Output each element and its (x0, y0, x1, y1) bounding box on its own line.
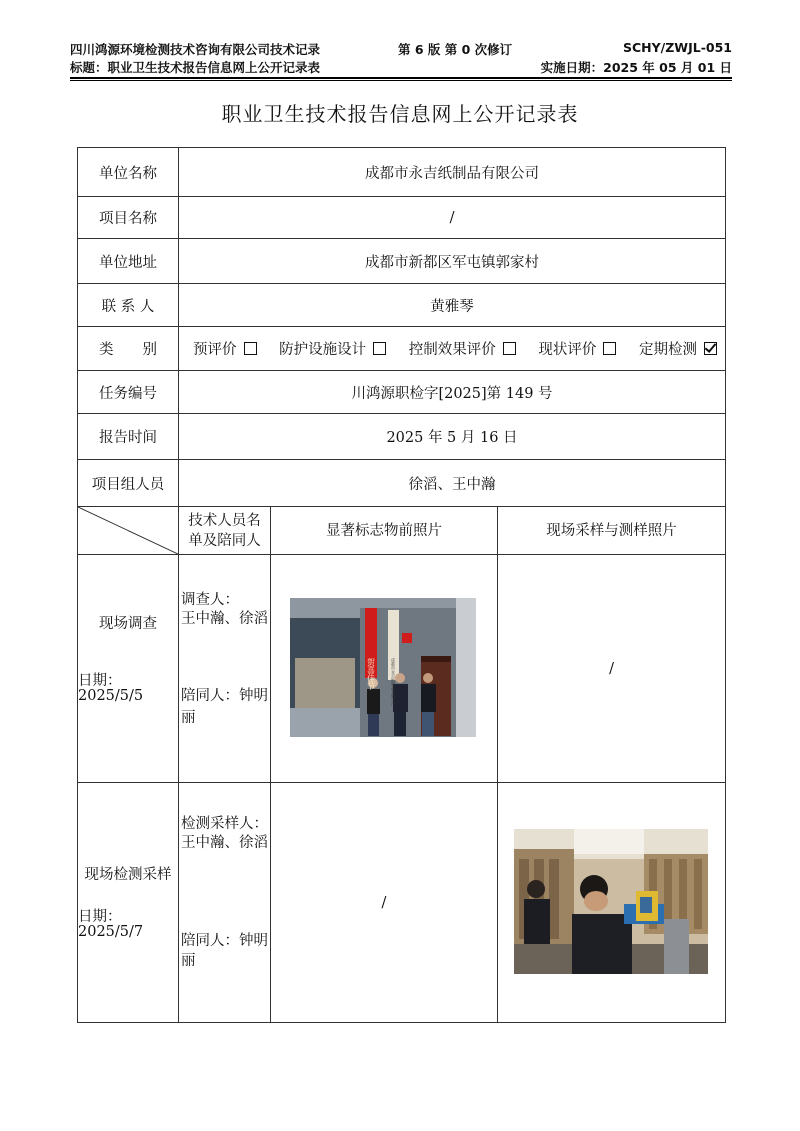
record-header (70, 40, 732, 58)
category-option-control-effect[interactable]: 控制效果评价 (403, 342, 516, 358)
doc-code: SCHY/ZWJL-051 (622, 40, 732, 55)
date-value: 2025/5/5 (78, 688, 144, 704)
unit-address-value: 成都市新都区军屯镇郭家村 (179, 239, 726, 284)
row-field-survey (78, 555, 726, 783)
category-label: 类 别 (78, 327, 179, 371)
row-unit-name (78, 148, 726, 197)
field-survey-staff (179, 555, 271, 783)
field-sampling-cell (78, 783, 179, 1023)
header-rule (70, 77, 732, 79)
checkbox-icon[interactable] (373, 342, 386, 355)
category-option-periodic-inspection[interactable]: 定期检测 (633, 342, 717, 358)
diagonal-line (78, 507, 178, 554)
companion-label: 陪同人：钟明 (181, 688, 268, 704)
row-column-headers (78, 507, 726, 555)
landmark-photo (290, 598, 476, 737)
category-options (179, 327, 726, 371)
staff-role: 调查人： (181, 592, 239, 608)
category-option-protection-design[interactable]: 防护设施设计 (273, 342, 386, 358)
row-project-name (78, 197, 726, 239)
phase-name: 现场调查 (99, 616, 157, 632)
sampling-photo-header: 现场采样与测样照片 (498, 507, 726, 555)
contact-label: 联 系 人 (78, 284, 179, 327)
row-task-no (78, 371, 726, 414)
banner-left-text: 贺喜佳节 (366, 658, 376, 690)
field-survey-sampling-cell: / (498, 555, 726, 783)
companion-tail: 丽 (181, 710, 196, 726)
staff-names: 王中瀚、徐滔 (181, 835, 268, 851)
sampling-photo-image (514, 829, 708, 974)
field-sampling-staff (179, 783, 271, 1023)
staff-names: 王中瀚、徐滔 (181, 611, 268, 627)
checkbox-icon[interactable] (603, 342, 616, 355)
companion-tail: 丽 (181, 953, 196, 969)
row-category (78, 327, 726, 371)
field-survey-cell (78, 555, 179, 783)
row-report-time (78, 414, 726, 460)
header-rule-thin (70, 80, 732, 81)
task-no-label: 任务编号 (78, 371, 179, 414)
staff-column-header (179, 507, 271, 555)
version-label: 第 6 版 第 0 次修订 (398, 42, 513, 57)
date-label: 日期： (78, 673, 122, 689)
record-table (77, 147, 726, 1023)
date-value: 2025/5/7 (78, 924, 144, 940)
field-sampling-landmark-cell: / (271, 783, 498, 1023)
landmark-photo-header: 显著标志物前照片 (271, 507, 498, 555)
sampling-photo (514, 829, 708, 974)
title-line: 标题：职业卫生技术报告信息网上公开记录表 (70, 60, 321, 75)
team-label: 项目组人员 (78, 460, 179, 507)
companion-label: 陪同人：钟明 (181, 933, 268, 949)
category-option-pre-evaluation[interactable]: 预评价 (187, 342, 257, 358)
field-survey-landmark-photo-cell (271, 555, 498, 783)
staff-header-line2: 单及陪同人 (188, 532, 261, 549)
row-unit-address (78, 239, 726, 284)
banner-right-text: 成都市永吉纸制品有限公司 (391, 658, 396, 706)
checkbox-icon[interactable] (503, 342, 516, 355)
date-label: 日期： (78, 909, 122, 925)
unit-address-label: 单位地址 (78, 239, 179, 284)
effective-date: 实施日期：2025 年 05 月 01 日 (540, 60, 732, 75)
task-no-value: 川鸿源职检字[2025]第 149 号 (179, 371, 726, 414)
project-name-value: / (179, 197, 726, 239)
unit-name-label: 单位名称 (78, 148, 179, 197)
company-record-title: 四川鸿源环境检测技术咨询有限公司技术记录 (70, 42, 321, 57)
field-sampling-photo-cell (498, 783, 726, 1023)
diagonal-header-cell (78, 507, 179, 555)
record-subheader (70, 58, 732, 76)
category-option-status-evaluation[interactable]: 现状评价 (532, 342, 616, 358)
staff-header-line1: 技术人员名 (188, 512, 261, 529)
contact-value: 黄雅琴 (179, 284, 726, 327)
phase-name: 现场检测采样 (84, 867, 172, 883)
unit-name-value: 成都市永吉纸制品有限公司 (179, 148, 726, 197)
checkbox-icon[interactable] (244, 342, 257, 355)
row-team (78, 460, 726, 507)
report-time-value: 2025 年 5 月 16 日 (179, 414, 726, 460)
document-title: 职业卫生技术报告信息网上公开记录表 (221, 102, 579, 126)
checked-checkbox-icon[interactable] (704, 342, 717, 355)
project-name-label: 项目名称 (78, 197, 179, 239)
staff-role: 检测采样人： (181, 816, 268, 832)
team-value: 徐滔、王中瀚 (179, 460, 726, 507)
report-time-label: 报告时间 (78, 414, 179, 460)
row-contact (78, 284, 726, 327)
row-field-sampling (78, 783, 726, 1023)
landmark-photo-image (290, 598, 476, 737)
